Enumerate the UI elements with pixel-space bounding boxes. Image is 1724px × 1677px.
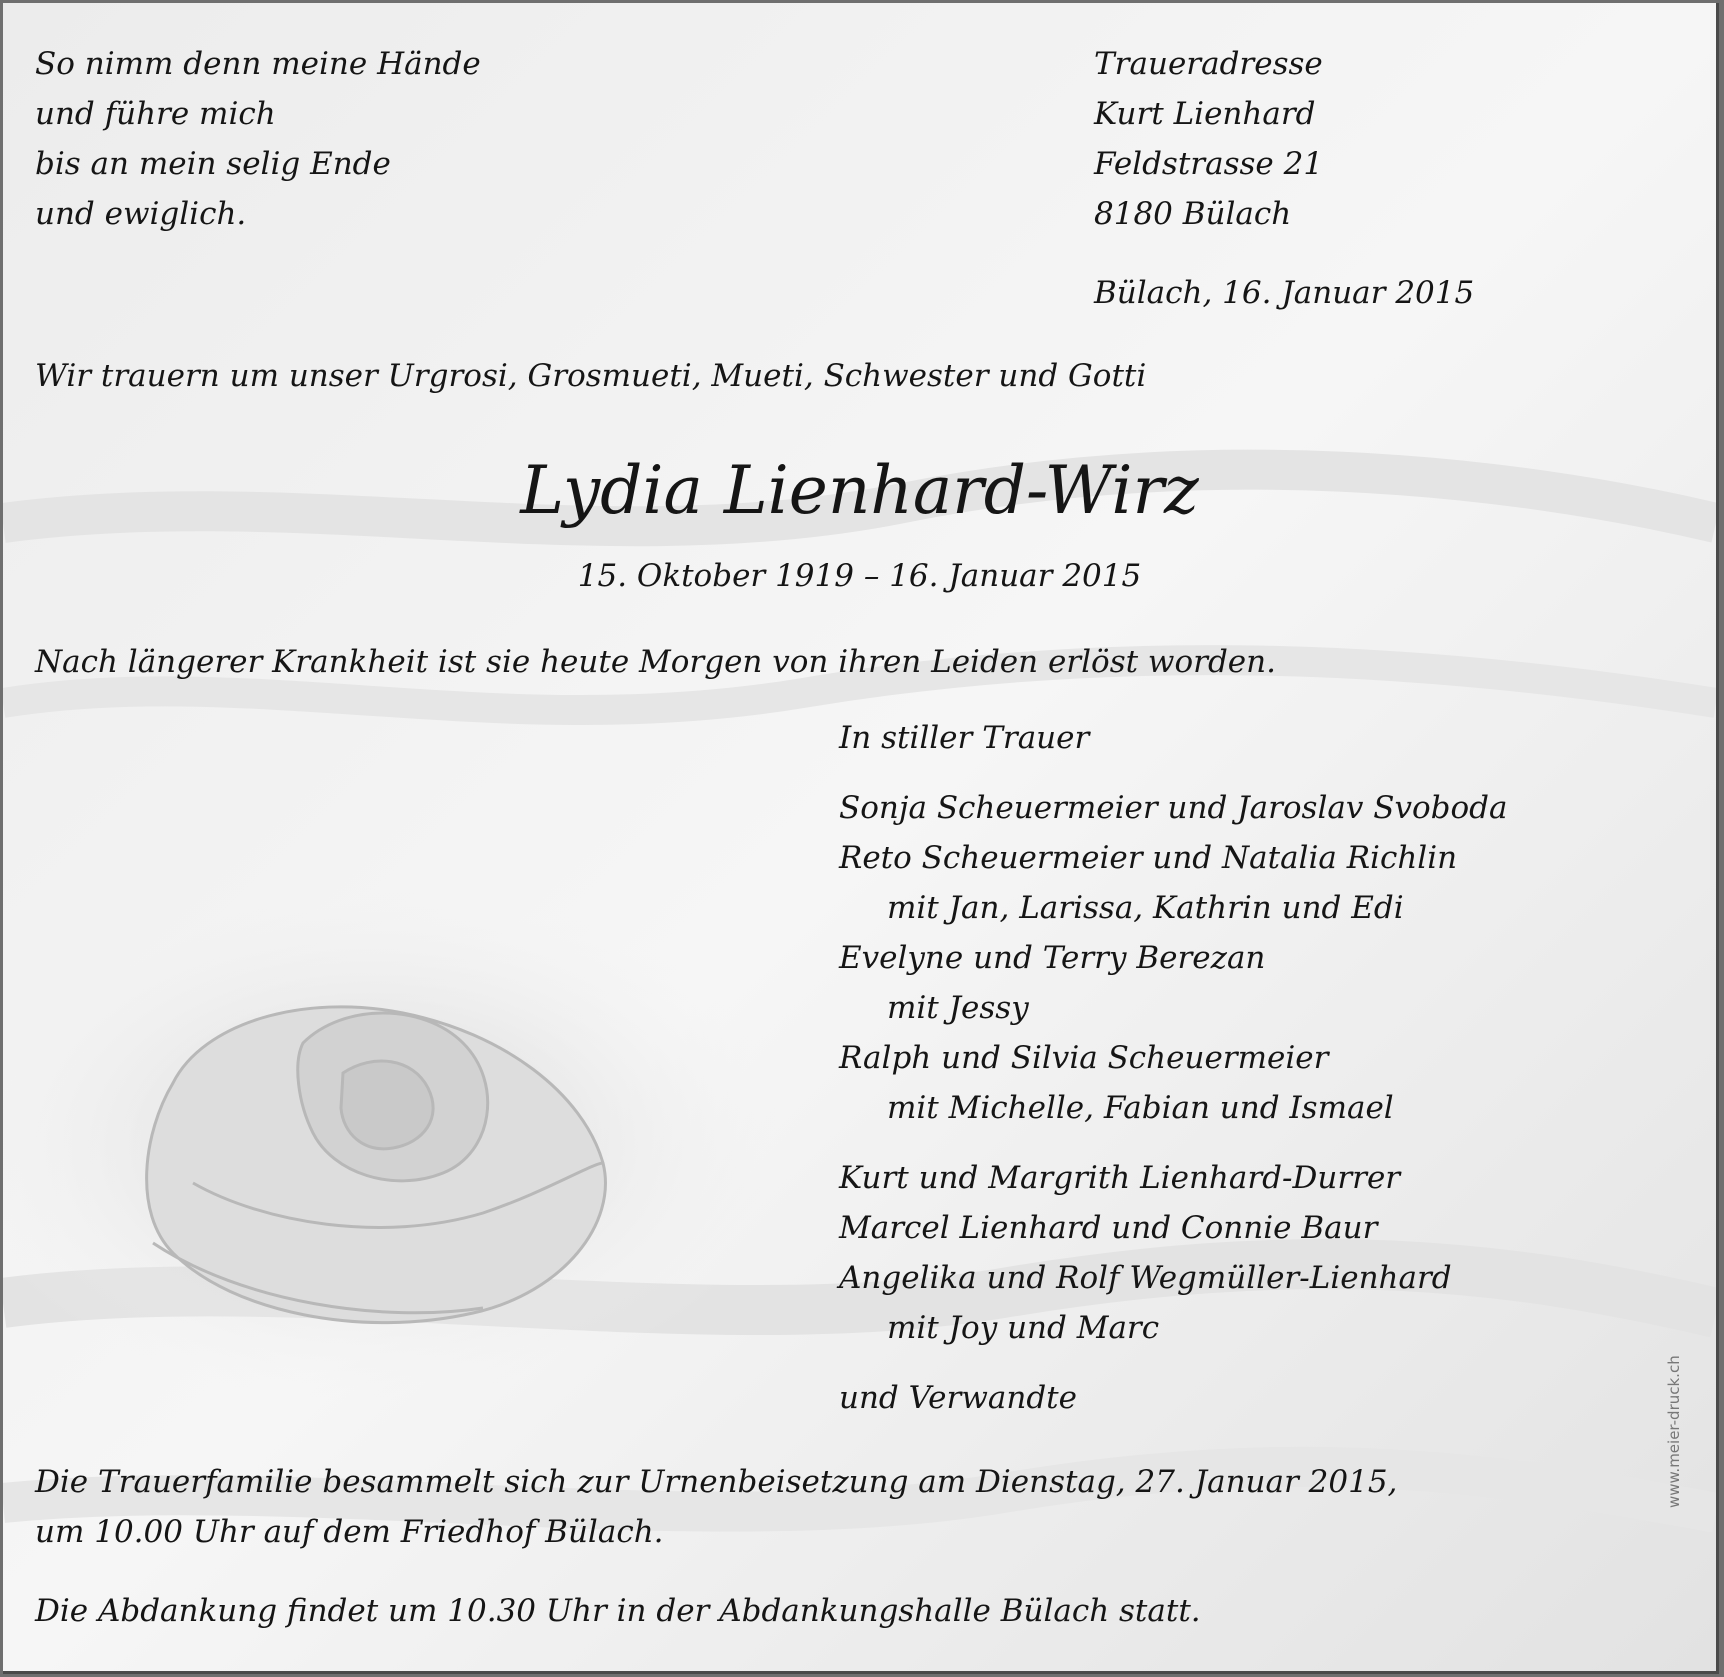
mourner-line: Marcel Lienhard und Connie Baur [839, 1210, 1378, 1246]
mourner-line: Angelika und Rolf Wegmüller-Lienhard [839, 1260, 1452, 1296]
mourners-heading: In stiller Trauer [839, 720, 1090, 756]
verse-line: und ewiglich. [35, 196, 247, 232]
deceased-name: Lydia Lienhard-Wirz [520, 452, 1199, 529]
mourner-line: Reto Scheuermeier und Natalia Richlin [839, 840, 1458, 876]
mourner-children-line: mit Jessy [887, 990, 1029, 1026]
mourner-line: Ralph und Silvia Scheuermeier [839, 1040, 1329, 1076]
mourner-line: Sonja Scheuermeier und Jaroslav Svoboda [839, 790, 1508, 826]
address-line: Traueradresse [1094, 46, 1323, 82]
mourning-address [1094, 39, 1323, 239]
service-info [35, 1457, 1397, 1557]
place-date: Bülach, 16. Januar 2015 [1094, 275, 1475, 311]
mourner-line: Kurt und Margrith Lienhard-Durrer [839, 1160, 1401, 1196]
obituary-notice [3, 3, 1719, 1674]
service-line: Die Trauerfamilie besammelt sich zur Urnenbeisetzung am Dienstag, 27. Januar 2015, [35, 1464, 1398, 1500]
mourners-list [839, 713, 1507, 1423]
farewell-info: Die Abdankung findet um 10.30 Uhr in der Abdankungshalle Bülach statt. [35, 1593, 1201, 1629]
address-line: Feldstrasse 21 [1094, 146, 1324, 182]
service-line: um 10.00 Uhr auf dem Friedhof Bülach. [35, 1514, 664, 1550]
mourner-children-line: mit Jan, Larissa, Kathrin und Edi [887, 890, 1404, 926]
address-line: 8180 Bülach [1094, 196, 1292, 232]
address-line: Kurt Lienhard [1094, 96, 1316, 132]
life-dates: 15. Oktober 1919 – 16. Januar 2015 [577, 558, 1142, 594]
mourner-children-line: mit Michelle, Fabian und Ismael [887, 1090, 1394, 1126]
verse-line: So nimm denn meine Hände [35, 46, 481, 82]
verse [35, 39, 481, 239]
verse-line: bis an mein selig Ende [35, 146, 391, 182]
mourning-intro: Wir trauern um unser Urgrosi, Grosmueti, Mueti, Schwester und Gotti [35, 358, 1147, 394]
verse-line: und führe mich [35, 96, 276, 132]
passing-statement: Nach längerer Krankheit ist sie heute Morgen von ihren Leiden erlöst worden. [35, 644, 1276, 680]
printer-imprint: www.meier-druck.ch [1665, 1355, 1683, 1508]
mourner-line: Evelyne und Terry Berezan [839, 940, 1266, 976]
mourner-children-line: mit Joy und Marc [887, 1310, 1160, 1346]
mourners-closing: und Verwandte [839, 1380, 1077, 1416]
